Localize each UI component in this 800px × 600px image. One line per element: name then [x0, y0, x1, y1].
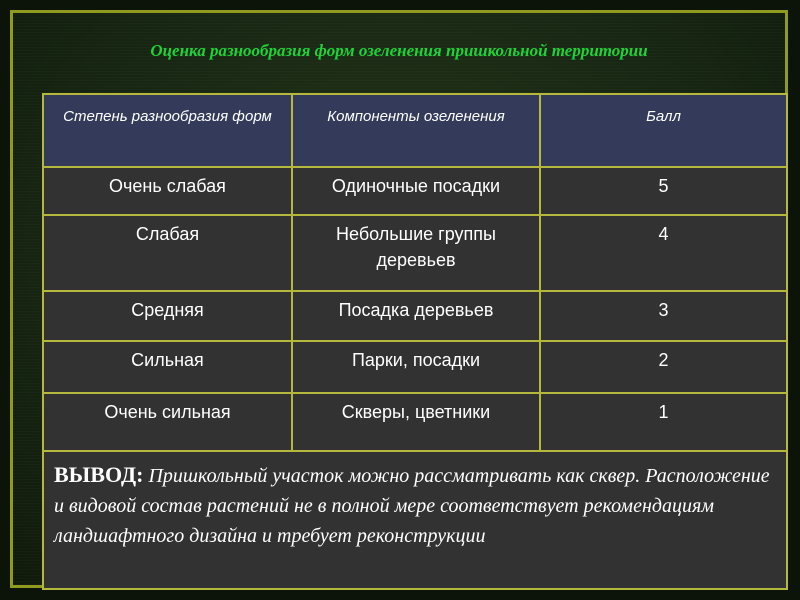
table-row: [43, 291, 787, 341]
components-cell: Одиночные посадки: [292, 167, 540, 215]
header-components: Компоненты озеленения: [292, 94, 540, 167]
degree-cell: Очень сильная: [43, 393, 292, 451]
slide: [10, 10, 788, 588]
components-cell: Скверы, цветники: [292, 393, 540, 451]
score-cell: 4: [540, 215, 787, 291]
score-cell: 3: [540, 291, 787, 341]
score-cell: 1: [540, 393, 787, 451]
components-cell: Небольшие группы деревьев: [292, 215, 540, 291]
conclusion-cell: [43, 451, 787, 589]
assessment-table: [42, 93, 788, 590]
table-row: [43, 215, 787, 291]
conclusion-label: ВЫВОД:: [54, 462, 144, 487]
degree-cell: Средняя: [43, 291, 292, 341]
header-score: Балл: [540, 94, 787, 167]
conclusion-row: [43, 451, 787, 589]
table-header-row: [43, 94, 787, 167]
degree-cell: Слабая: [43, 215, 292, 291]
table-row: [43, 167, 787, 215]
score-cell: 2: [540, 341, 787, 393]
table-row: [43, 341, 787, 393]
table-row: [43, 393, 787, 451]
degree-cell: Очень слабая: [43, 167, 292, 215]
degree-cell: Сильная: [43, 341, 292, 393]
conclusion-text: Пришкольный участок можно рассматривать как сквер. Расположение и видовой состав растений не в полной мере соответствует рекомендациям ландшафтного дизайна и требует реконструкции: [54, 465, 770, 547]
components-cell: Посадка деревьев: [292, 291, 540, 341]
components-cell: Парки, посадки: [292, 341, 540, 393]
header-degree: Степень разнообразия форм: [43, 94, 292, 167]
score-cell: 5: [540, 167, 787, 215]
slide-title: Оценка разнообразия форм озеленения пришкольной территории: [150, 41, 648, 60]
